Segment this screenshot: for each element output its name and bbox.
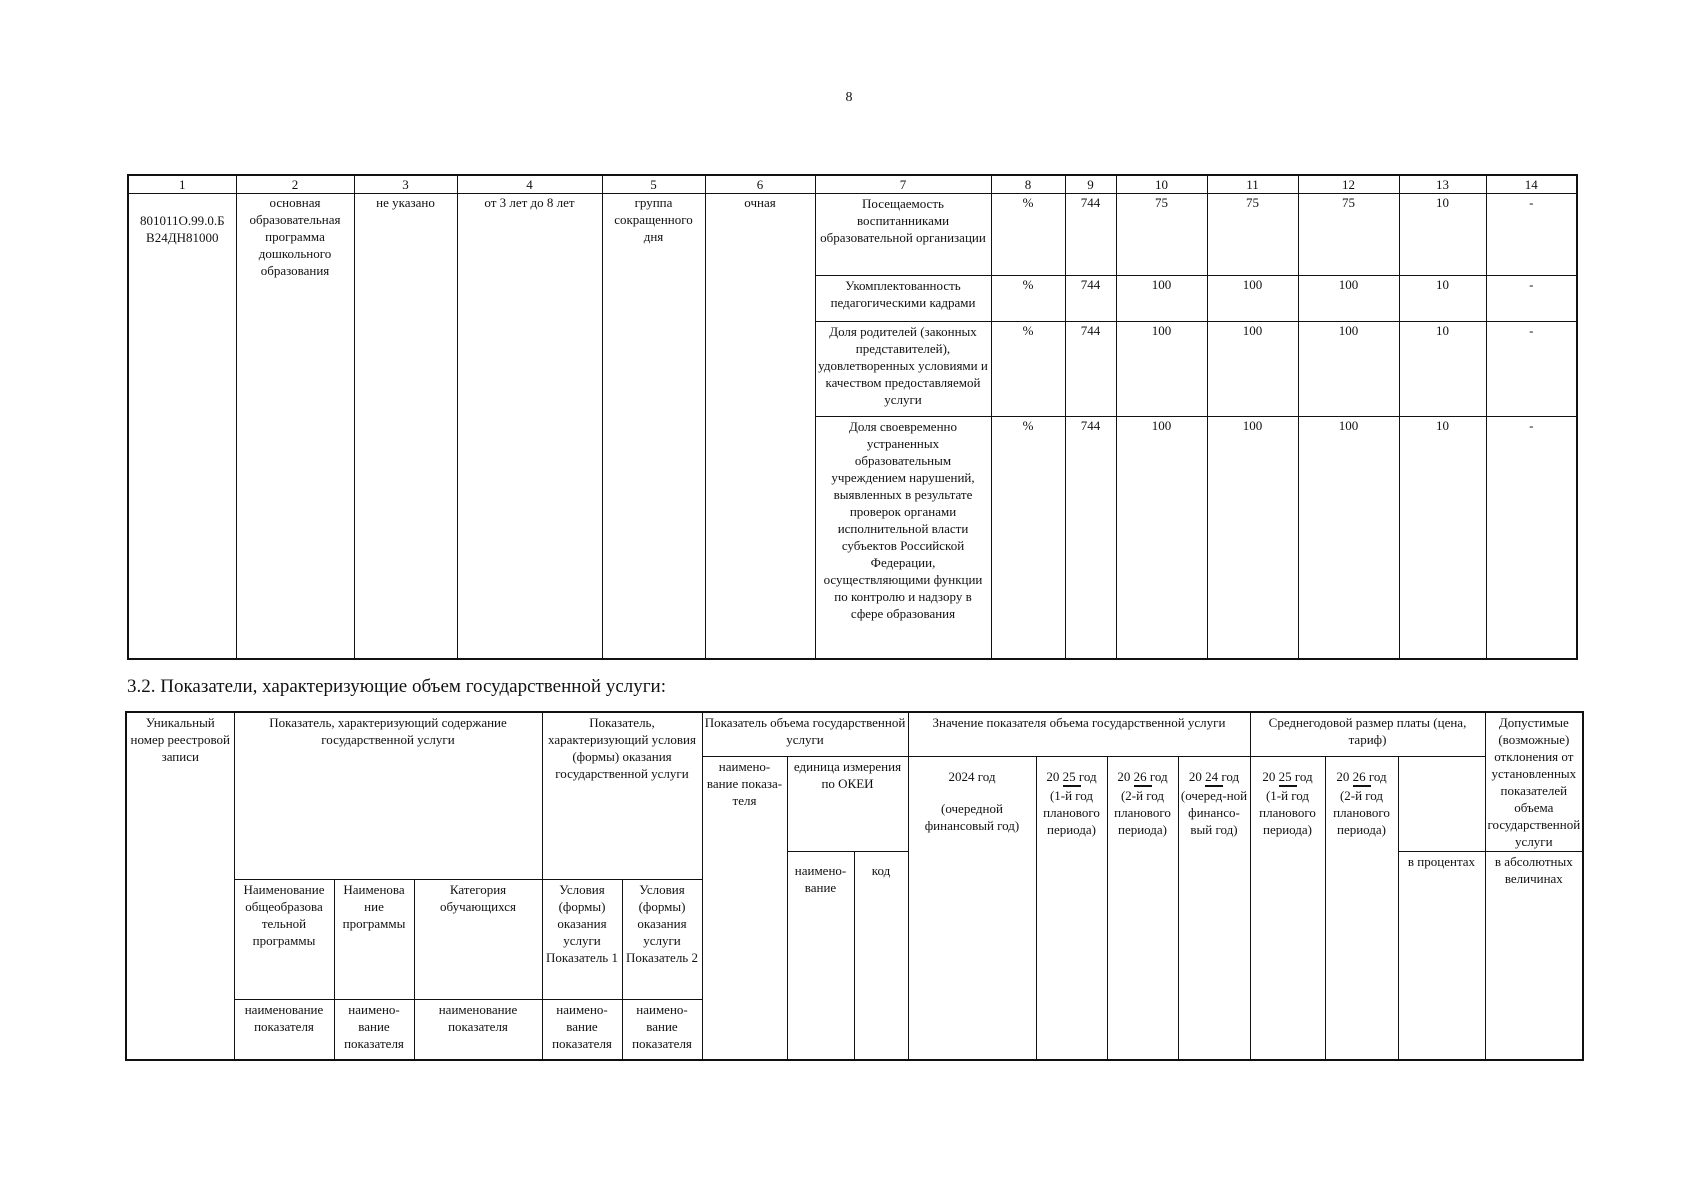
deviation-percent-header: в процентах [1398, 852, 1485, 1060]
deviation-percent: 10 [1399, 194, 1486, 276]
conditions-indicator-header: Показатель, характеризующий условия (формы) оказания государственной услуги [542, 712, 702, 880]
underline-mark [1279, 785, 1297, 787]
underline-mark [1205, 785, 1223, 787]
condition-2-column: Условия (формы) оказания услуги Показатель 2 [622, 880, 702, 1000]
value-2025: 75 [1207, 194, 1298, 276]
fee-2026-note: (2-й год планового периода) [1333, 787, 1390, 837]
fee-2026-label: 20 26 год [1336, 768, 1387, 784]
column-number: 13 [1399, 175, 1486, 194]
year-2026-label: 20 26 год [1117, 768, 1168, 784]
deviation-absolute: - [1486, 417, 1577, 659]
section-heading: 3.2. Показатели, характеризующие объем государственной услуги: [127, 676, 667, 697]
column-number: 4 [457, 175, 602, 194]
program-column: Наименова ние программы [334, 880, 414, 1000]
volume-value-header: Значение показателя объема государственной услуги [908, 712, 1250, 756]
fee-2024-header [1178, 756, 1250, 1060]
program-name-column: Наименование общеобразова тельной программы [234, 880, 334, 1000]
column-number: 10 [1116, 175, 1207, 194]
fee-2025-header [1250, 756, 1325, 1060]
unit: % [991, 417, 1065, 659]
page-number: 8 [845, 90, 853, 105]
value-2026: 100 [1298, 276, 1399, 322]
indicator-name-cell: наимено-вание показателя [622, 1000, 702, 1060]
year-2026-header [1107, 756, 1178, 1060]
value-2024: 75 [1116, 194, 1207, 276]
value-2026: 75 [1298, 194, 1399, 276]
okei-code: 744 [1065, 322, 1116, 417]
column-number: 14 [1486, 175, 1577, 194]
column-number: 11 [1207, 175, 1298, 194]
column-number-row [128, 175, 1577, 194]
indicator-name-cell: наимено-вание показателя [334, 1000, 414, 1060]
indicator-name: Доля родителей (законных представителей), удовлетворенных условиями и качеством предоставляемой услуги [815, 322, 991, 417]
column-number: 12 [1298, 175, 1399, 194]
deviation-absolute: - [1486, 322, 1577, 417]
fee-2025-note: (1-й год планового периода) [1259, 787, 1316, 837]
fee-2026-header [1325, 756, 1398, 1060]
unique-number-header: Уникальный номер реестровой записи [126, 712, 234, 1060]
value-2026: 100 [1298, 417, 1399, 659]
deviation-percent: 10 [1399, 417, 1486, 659]
year-2026-note: (2-й год планового периода) [1114, 787, 1171, 837]
year-2025-note: (1-й год планового периода) [1043, 787, 1100, 837]
column-number: 6 [705, 175, 815, 194]
unit-okei-header: единица измерения по ОКЕИ [787, 756, 908, 852]
content-indicator-header: Показатель, характеризующий содержание государственной услуги [234, 712, 542, 880]
indicator-name-cell: наимено-вание показателя [542, 1000, 622, 1060]
group-type: группа сокращенного дня [602, 194, 705, 659]
year-2025-header [1036, 756, 1107, 1060]
record-code: 801011О.99.0.Б В24ДН81000 [128, 194, 236, 659]
value-2024: 100 [1116, 417, 1207, 659]
column-number: 1 [128, 175, 236, 194]
underline-mark [1063, 785, 1081, 787]
unit: % [991, 194, 1065, 276]
column-number: 9 [1065, 175, 1116, 194]
year-2024-note: (очередной финансовый год) [924, 800, 1020, 833]
okei-code: 744 [1065, 276, 1116, 322]
category: не указано [354, 194, 457, 659]
year-2024-header [908, 756, 1036, 1060]
value-2025: 100 [1207, 322, 1298, 417]
value-2024: 100 [1116, 322, 1207, 417]
okei-code: 744 [1065, 417, 1116, 659]
fee-2025-label: 20 25 год [1262, 768, 1313, 784]
indicator-name: Доля своевременно устраненных образовательным учреждением нарушений, выявленных в результате проверок органами исполнительной власти субъектов Российской Федерации, осуществляющими функции по контролю и надзору в сфере образования [815, 417, 991, 659]
indicator-name-header: наимено-вание показа-теля [702, 756, 787, 1060]
indicator-name: Посещаемость воспитанниками образовательной организации [815, 194, 991, 276]
okei-code: 744 [1065, 194, 1116, 276]
unit-code-header: код [854, 852, 908, 1060]
avg-fee-header: Среднегодовой размер платы (цена, тариф) [1250, 712, 1485, 756]
deviation-absolute: - [1486, 276, 1577, 322]
unit-name-header: наимено-вание [787, 852, 854, 1060]
column-number: 2 [236, 175, 354, 194]
deviation-absolute: - [1486, 194, 1577, 276]
deviation-absolute-header: в абсолютных величинах [1485, 852, 1583, 1060]
value-2025: 100 [1207, 417, 1298, 659]
header-row [126, 712, 1583, 756]
underline-mark [1134, 785, 1152, 787]
value-2024: 100 [1116, 276, 1207, 322]
column-number: 8 [991, 175, 1065, 194]
age-range: от 3 лет до 8 лет [457, 194, 602, 659]
value-2026: 100 [1298, 322, 1399, 417]
column-number: 3 [354, 175, 457, 194]
column-number: 7 [815, 175, 991, 194]
volume-indicators-table [125, 711, 1584, 1061]
indicator-name-cell: наименование показателя [234, 1000, 334, 1060]
category-column: Категория обучающихся [414, 880, 542, 1000]
unit: % [991, 276, 1065, 322]
fee-2024-label: 20 24 год [1188, 768, 1240, 784]
value-2025: 100 [1207, 276, 1298, 322]
unit: % [991, 322, 1065, 417]
fee-2024-note: (очеред-ной финансо-вый год) [1180, 787, 1248, 837]
year-2025-label: 20 25 год [1046, 768, 1097, 784]
program-name: основная образовательная программа дошкольного образования [236, 194, 354, 659]
education-form: очная [705, 194, 815, 659]
volume-indicator-header: Показатель объема государственной услуги [702, 712, 908, 756]
deviation-percent: 10 [1399, 276, 1486, 322]
indicator-name-cell: наименование показателя [414, 1000, 542, 1060]
table-row [128, 194, 1577, 276]
deviation-percent: 10 [1399, 322, 1486, 417]
quality-indicators-table [127, 174, 1578, 660]
column-number: 5 [602, 175, 705, 194]
year-2024-label: 2024 год [948, 768, 996, 784]
condition-1-column: Условия (формы) оказания услуги Показатель 1 [542, 880, 622, 1000]
indicator-name: Укомплектованность педагогическими кадрами [815, 276, 991, 322]
underline-mark [1353, 785, 1371, 787]
deviations-header: Допустимые (возможные) отклонения от установленных показателей объема государственной услуги [1485, 712, 1583, 852]
